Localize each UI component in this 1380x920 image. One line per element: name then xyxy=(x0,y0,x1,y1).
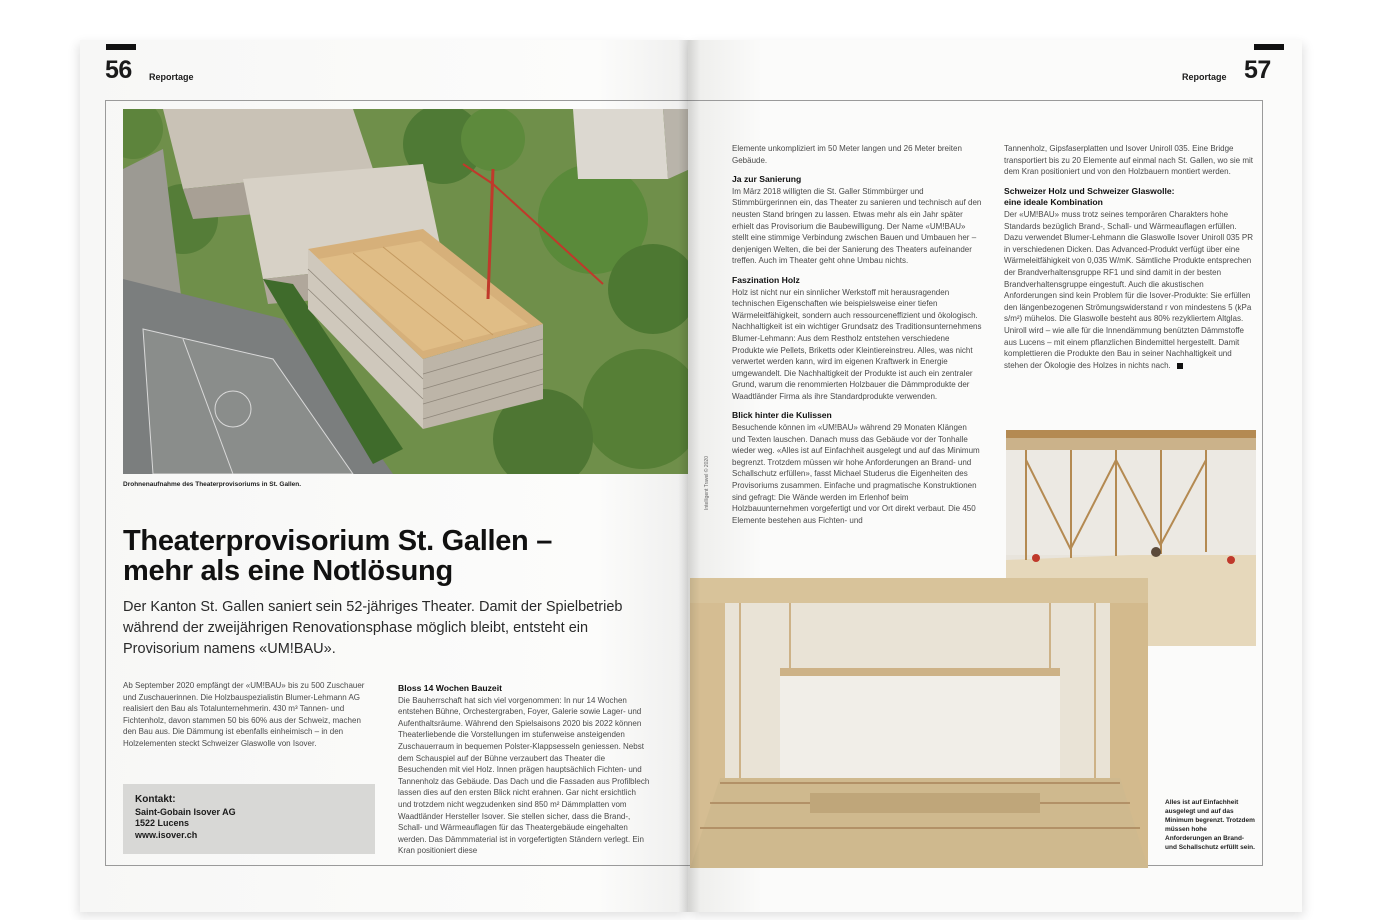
section-glaswolle-body: Der «UM!BAU» muss trotz seines temporären Charakters hohe Standards bezüglich Brand-, Schall- und Wärmeauflagen erfüllen. Dazu verwendet Blumer-Lehmann die Glaswolle Isover Uniroll 035 PR in verschiedenen Dicken. Das Advanced-Produkt verfügt über eine Wärmeleitfähigkeit von 0,035 W/mK. Sämtliche Produkte entsprechen der Brandverhaltensgruppe RF1 und sind damit in der besten Brandverhaltensgruppe eingestuft. Auch die akustischen Anforderungen sind kein Problem für die Isover-Produkte: Sie erfüllen den längenbezogenen Strömungswiderstand r von mindestens 5 (kPa s/m²) mühelos. Die Glaswolle besteht aus 80% rezykliertem Altglas. Uniroll wird – wie alle für die Innendämmung benützten Dämmstoffe aus Lucens – mit einem pflanzlichen Bindemittel hergestellt. Damit komplettieren die Produkte den Bau in seiner Nachhaltigkeit und stehen der Ökologie des Holzes in nichts nach. xyxy=(1004,209,1254,370)
contact-title: Kontakt: xyxy=(135,794,176,805)
subhead-glaswolle-2: eine ideale Kombination xyxy=(1004,197,1103,208)
subhead-kulissen: Blick hinter die Kulissen xyxy=(732,410,832,421)
subhead-bauzeit: Bloss 14 Wochen Bauzeit xyxy=(398,683,502,693)
interior-photo-caption: Alles ist auf Einfachheit ausgelegt und auf das Minimum begrenzt. Trotzdem müssen hohe Anforderungen an Brand- und Schallschutz erfüllt sein. xyxy=(1165,799,1255,851)
section-kulissen-text: Besuchende können im «UM!BAU» während 29 Monaten Klängen und Texten lauschen. Danach muss das Gebäude vor der Tonhalle wieder weg. «Alles ist auf Einfachheit ausgelegt und auf das Minimum begrenzt. Trotzdem müssen wir hohe Anforderungen an Brand- und Schallschutz erfüllen», fasst Michael Studerus die Eigenheiten des Provisoriums zusammen. Einfache und pragmatische Konstruktionen sind gefragt: Die Wände werden im Erlenhof beim Holzbauunternehmen vorgefertigt und vor Ort direkt verbaut. Die 450 Elemente bestehen aus Fichten- und xyxy=(732,423,980,525)
page-number: 56 xyxy=(105,56,132,84)
left-page xyxy=(80,40,688,912)
contact-company: Saint-Gobain Isover AG xyxy=(135,806,236,817)
interior-photo-auditorium xyxy=(690,578,1148,868)
article-column-1 xyxy=(398,683,650,857)
magazine-spread xyxy=(80,40,1302,912)
continued-text: Elemente unkompliziert im 50 Meter langen und 26 Meter breiten Gebäude. xyxy=(732,144,962,165)
end-mark xyxy=(1177,363,1183,369)
section-bauzeit-text: Die Bauherrschaft hat sich viel vorgenommen: In nur 14 Wochen entstehen Bühne, Orchestergraben, Foyer, Galerie sowie Lager- und Aufenthaltsräume. Während den Spielsaisons 2020 bis 2022 können Theaterliebende die Vorstellungen im stufenweise ansteigenden Zuschauerraum in bequemen Polster-Klappsesseln geniessen. Nebst dem Schauspiel auf der Bühne verzaubert das Theater die Besuchenden mit viel Holz. Innen prägen hauptsächlich Fichten- und Tannenholz das Gebäude. Das Dach und die Fassaden aus Profilblech lassen dies auf den ersten Blick nicht erahnen. Gar nicht ersichtlich und trotzdem nicht wegzudenken sind 850 m² Dämmplatten vom Waadtländer Hersteller Isover. Sie stellen sicher, dass die Brand-, Schall- und Wärmeauflagen für das Theatergebäude eingehalten werden. Das Dämmmaterial ist in vorgefertigten Ständern verlegt. Ein Kran positioniert diese xyxy=(398,695,650,856)
spine-shadow xyxy=(678,40,700,912)
right-page xyxy=(688,40,1302,912)
lead-paragraph: Der Kanton St. Gallen saniert sein 52-jähriges Theater. Damit der Spielbetrieb während der zweijährigen Renovationsphase möglich bleibt, entsteht ein Provisorium namens «UM!BAU». xyxy=(123,599,623,657)
aerial-photo xyxy=(123,109,690,474)
intro-paragraph: Ab September 2020 empfängt der «UM!BAU» bis zu 500 Zuschauer und Zuschauerinnen. Die Holzbauspezialistin Blumer-Lehmann AG realisiert den Bau als Totalunternehmerin. 430 m³ Tannen- und Fichtenholz, davon stammen 50 bis 60% aus der Schweiz, machen den Bau aus. Die Dämmung ist ebenfalls einheimisch – in den Holzelementen steckt Schweizer Glaswolle von Isover. xyxy=(123,681,365,748)
photo-credit: Intelligent Travel © 2020 xyxy=(704,456,710,510)
page-number: 57 xyxy=(1244,56,1271,84)
section-glaswolle-text xyxy=(1004,209,1256,371)
photo-caption: Drohnenaufnahme des Theaterprovisoriums in St. Gallen. xyxy=(123,481,302,488)
folio-bar xyxy=(1254,44,1284,50)
section-label: Reportage xyxy=(1182,72,1227,82)
subhead-sanierung: Ja zur Sanierung xyxy=(732,174,802,185)
contact-box xyxy=(123,784,375,854)
headline-line-2: mehr als eine Notlösung xyxy=(123,555,453,587)
contact-web: www.isover.ch xyxy=(135,829,198,840)
subhead-holz: Faszination Holz xyxy=(732,274,800,285)
continued-text-2: Tannenholz, Gipsfaserplatten und Isover Uniroll 035. Eine Bridge transportiert bis zu 20 Elemente auf einmal nach St. Gallen, wo sie mit dem Kran positioniert und von den Holzbauern montiert werden. xyxy=(1004,144,1254,177)
section-label: Reportage xyxy=(149,72,194,82)
contact-city: 1522 Lucens xyxy=(135,818,190,828)
headline xyxy=(123,526,643,586)
folio-bar xyxy=(106,44,136,50)
headline-line-1: Theaterprovisorium St. Gallen – xyxy=(123,525,553,557)
section-sanierung-text: Im März 2018 willigten die St. Galler Stimmbürger und Stimmbürgerinnen ein, das Theater zu sanieren und technisch auf den neusten Stand bringen zu lassen. Etwas mehr als ein Jahr später erhielt das Provisorium die Baubewilligung. Der Name «UM!BAU» stellt eine stimmige Verbindung zwischen Bauen und Umbauen her – denjenigen Welten, die bei der Sanierung des Theaters aufeinander treffen. Auch im Theater geht ohne Umbau nichts. xyxy=(732,186,982,266)
article-column-3 xyxy=(1004,143,1256,371)
subhead-glaswolle-1: Schweizer Holz und Schweizer Glaswolle: xyxy=(1004,185,1175,196)
section-holz-text: Holz ist nicht nur ein sinnlicher Werkstoff mit herausragenden technischen Eigenschaften wie beispielsweise einer tiefen Wärmeleitfähigkeit, sondern auch ressourceneffizient und ökologisch. Nachhaltigkeit ist ein wichtiger Grundsatz des Traditionsunternehmens Blumer-Lehmann: Aus dem Restholz entstehen verschiedene Produkte wie Pellets, Briketts oder Kleintiereinstreu. Alles, was nicht verwertet werden kann, wird im eigenen Kraftwerk in Energie umgewandelt. Die Nachhaltigkeit der Produkte ist auch ein zentraler Grund, warum die renommierten Holzbauer die Dämmprodukte der Waadtländer Firma als ihre Standardprodukte verwenden. xyxy=(732,287,982,401)
article-column-2 xyxy=(732,143,982,526)
